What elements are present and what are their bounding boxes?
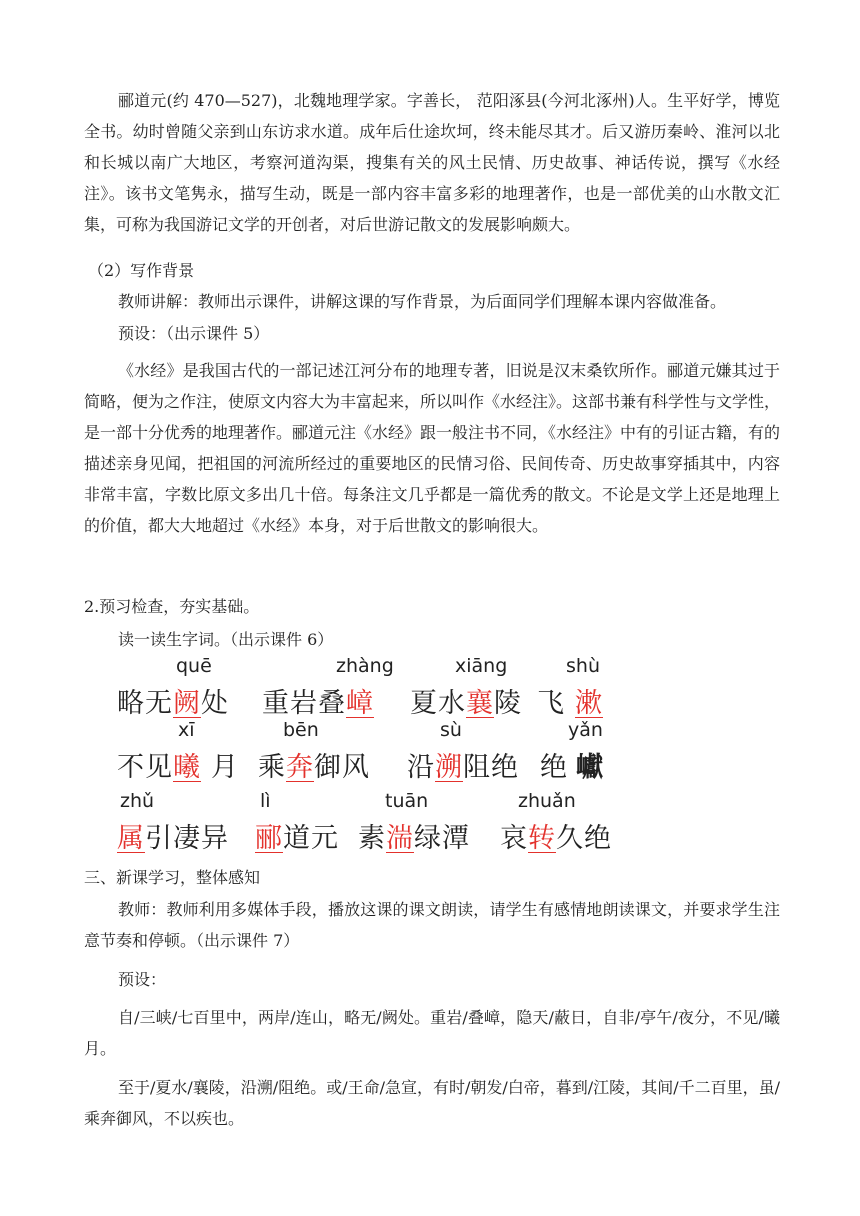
vocab-word: 哀转久绝 <box>500 823 612 854</box>
highlighted-character: 漱 <box>575 688 603 719</box>
vocab-row <box>0 655 860 719</box>
vocab-word: 郦道元 <box>255 823 339 854</box>
preview-heading: 2.预习检查，夯实基础。 <box>84 597 260 616</box>
vocab-word: 飞 漱 <box>537 688 603 719</box>
vocab-word: 沿溯阻绝 <box>407 752 519 783</box>
highlighted-character: 襄 <box>466 688 494 719</box>
vocab-word: 绝 巘 <box>540 752 604 783</box>
highlighted-character: 曦 <box>173 752 201 783</box>
reading-rhythm-paragraph: 至于/夏水/襄陵，沿溯/阻绝。或/王命/急宣，有时/朝发/白帝，暮到/江陵，其间/千二百里，虽/乘奔御风，不以疾也。 <box>84 1078 780 1128</box>
vocab-word: 不见曦 月 <box>117 752 239 783</box>
vocab-row <box>0 719 860 783</box>
teacher-read-paragraph: 教师：教师利用多媒体手段，播放这课的课文朗读，请学生有感情地朗读课文，并要求学生注意节奏和停顿。（出示课件 7） <box>84 900 780 950</box>
reading-rhythm-paragraph: 自/三峡/七百里中，两岸/连山，略无/阙处。重岩/叠嶂，隐天/蔽日，自非/亭午/夜分，不见/曦月。 <box>84 1008 780 1058</box>
vocab-word: 夏水襄陵 <box>410 688 522 719</box>
pinyin-label: sù <box>440 719 462 741</box>
preset-label: 预设：（出示课件 5） <box>118 324 270 343</box>
vocab-row <box>0 790 860 854</box>
background-paragraph: 《水经》是我国古代的一部记述江河分布的地理专著，旧说是汉末桑钦所作。郦道元嫌其过于简略，便为之作注，使原文内容大为丰富起来，所以叫作《水经注》。这部书兼有科学性与文学性，是一部十分优秀的地理著作。郦道元注《水经》跟一般注书不同，《水经注》中有的引证古籍，有的描述亲身见闻，把祖国的河流所经过的重要地区的民情习俗、民间传奇、历史故事穿插其中，内容非常丰富，字数比原文多出几十倍。每条注文几乎都是一篇优秀的散文。不论是文学上还是地理上的价值，都大大地超过《水经》本身，对于后世散文的影响很大。 <box>84 361 781 535</box>
highlighted-character: 湍 <box>386 823 414 854</box>
highlighted-character: 奔 <box>286 752 314 783</box>
pinyin-label: quē <box>176 655 212 677</box>
read-words-instruction: 读一读生字词。（出示课件 6） <box>118 630 334 649</box>
vocab-word: 属引凄异 <box>117 823 229 854</box>
highlighted-character: 郦 <box>255 823 283 854</box>
section-heading-new-lesson: 三、新课学习，整体感知 <box>84 868 261 887</box>
pinyin-label: xiāng <box>455 655 508 677</box>
author-paragraph: 郦道元(约 470—527)，北魏地理学家。字善长， 范阳涿县(今河北涿州)人。生平好学，博览全书。幼时曾随父亲到山东访求水道。成年后仕途坎坷，终未能尽其才。后又游历秦岭、淮河以北和长城以南广大地区，考察河道沟渠，搜集有关的风土民情、历史故事、神话传说，撰写《水经注》。该书文笔隽永，描写生动，既是一部内容丰富多彩的地理著作，也是一部优美的山水散文汇集，可称为我国游记文学的开创者，对后世游记散文的发展影响颇大。 <box>84 91 780 234</box>
pinyin-label: shù <box>566 655 600 677</box>
highlighted-character: 溯 <box>435 752 463 783</box>
emphasized-character: 巘 <box>576 752 604 783</box>
pinyin-label: tuān <box>385 790 429 812</box>
pinyin-label: bēn <box>283 719 319 741</box>
vocab-word: 重岩叠嶂 <box>262 688 374 719</box>
highlighted-character: 转 <box>528 823 556 854</box>
vocab-word: 素湍绿潭 <box>358 823 470 854</box>
vocab-word: 略无阙处 <box>117 688 229 719</box>
vocab-word: 乘奔御风 <box>258 752 370 783</box>
teacher-explain-paragraph: 教师讲解：教师出示课件，讲解这课的写作背景，为后面同学们理解本课内容做准备。 <box>118 292 727 311</box>
highlighted-character: 属 <box>117 823 145 854</box>
pinyin-label: lì <box>260 790 271 812</box>
pinyin-label: zhàng <box>336 655 394 677</box>
preset-label: 预设： <box>118 970 167 989</box>
pinyin-label: yǎn <box>568 719 603 741</box>
highlighted-character: 嶂 <box>346 688 374 719</box>
pinyin-label: zhuǎn <box>518 790 576 812</box>
pinyin-label: xī <box>178 719 195 741</box>
highlighted-character: 阙 <box>173 688 201 719</box>
pinyin-label: zhǔ <box>120 790 155 812</box>
section-heading-writing-background: （2）写作背景 <box>88 261 195 280</box>
